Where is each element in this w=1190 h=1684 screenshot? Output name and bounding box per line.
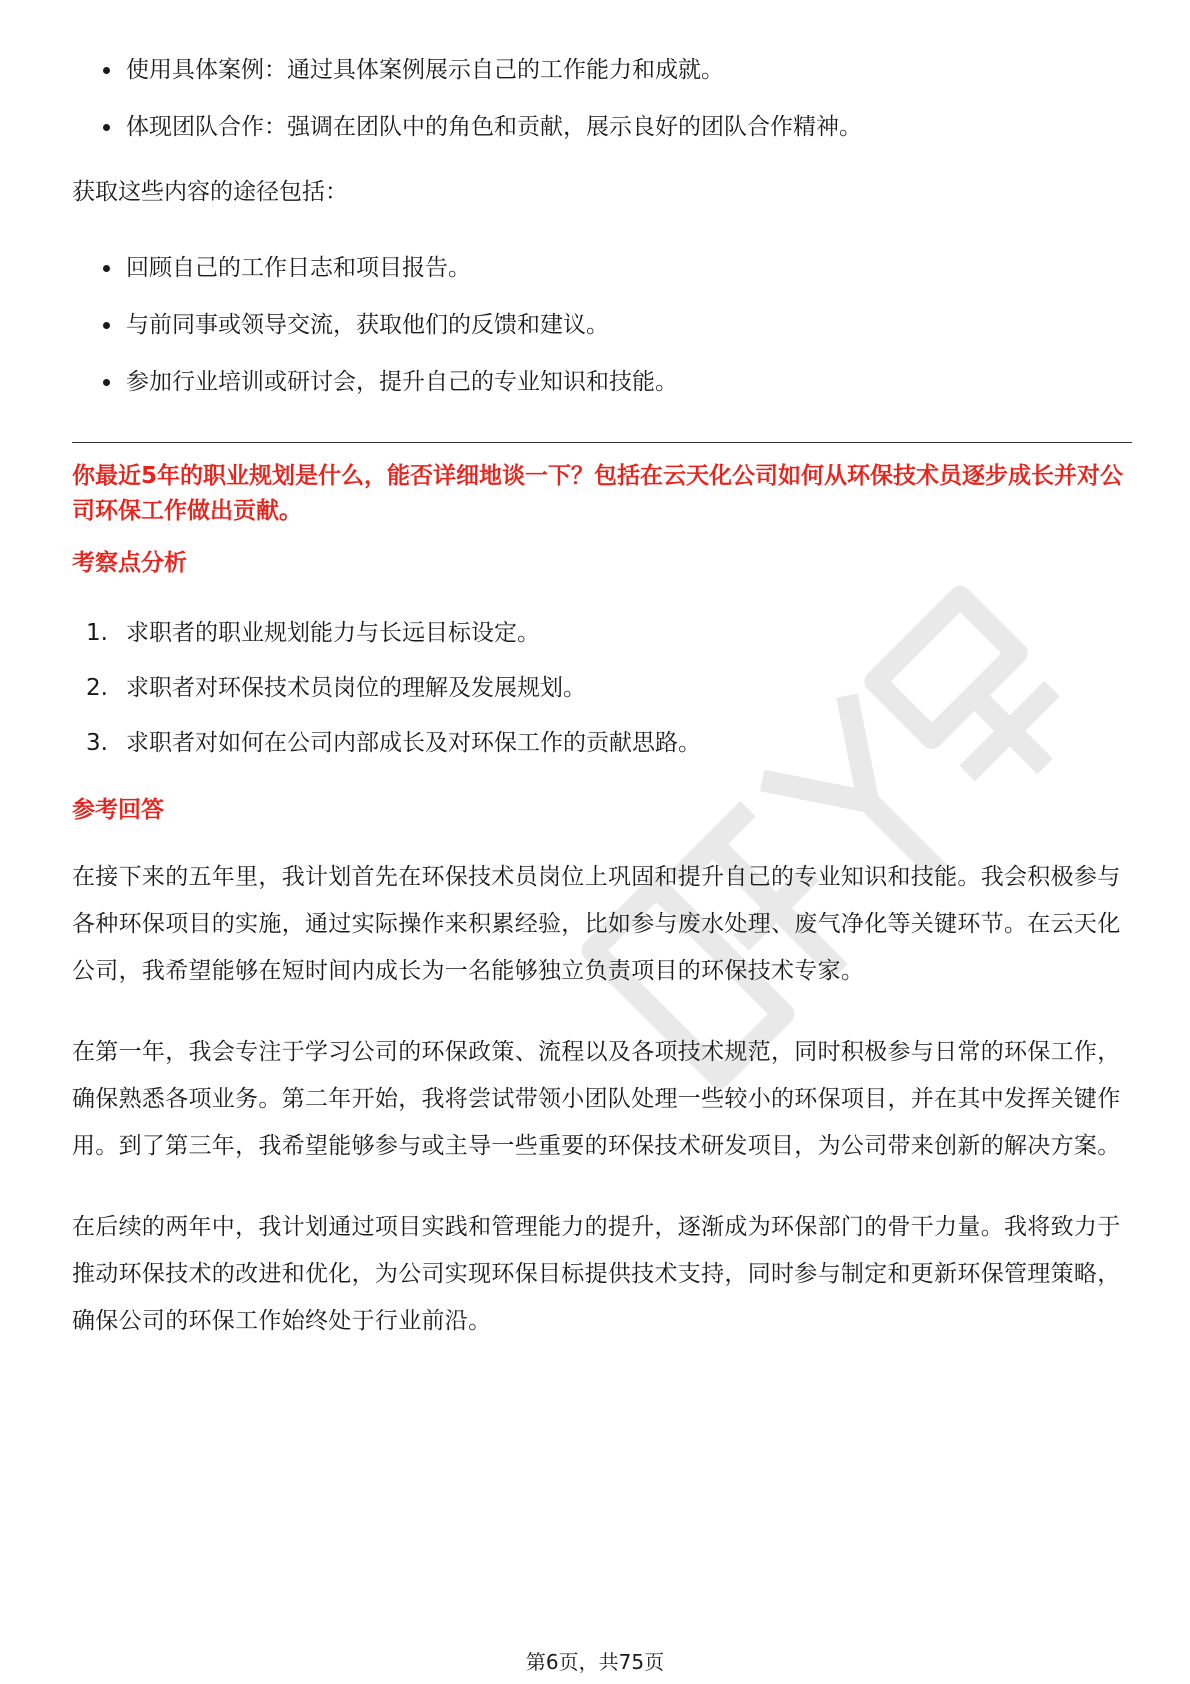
section-divider <box>72 442 1132 443</box>
answer-paragraph: 在接下来的五年里，我计划首先在环保技术员岗位上巩固和提升自己的专业知识和技能。我会积极参与各种环保项目的实施，通过实际操作来积累经验，比如参与废水处理、废气净化等关键环节。在云天化公司，我希望能够在短时间内成长为一名能够独立负责项目的环保技术专家。 <box>72 864 1121 984</box>
ways-bullet-list <box>72 252 1132 398</box>
list-number: 3. <box>86 730 108 756</box>
list-item <box>72 672 1132 704</box>
list-number: 1. <box>86 620 108 646</box>
list-text: 求职者的职业规划能力与长远目标设定。 <box>126 620 540 646</box>
page-content <box>72 48 1132 1345</box>
list-item: 使用具体案例：通过具体案例展示自己的工作能力和成就。 <box>72 54 1132 86</box>
list-text: 求职者对如何在公司内部成长及对环保工作的贡献思路。 <box>126 730 701 756</box>
list-item: 体现团队合作：强调在团队中的角色和贡献，展示良好的团队合作精神。 <box>72 111 1132 143</box>
list-item: 参加行业培训或研讨会，提升自己的专业知识和技能。 <box>72 366 1132 398</box>
analysis-list <box>72 617 1132 759</box>
ways-intro: 获取这些内容的途径包括： <box>72 179 348 205</box>
page-footer: 第6页，共75页 <box>525 1650 665 1674</box>
answer-body <box>72 854 1132 1345</box>
top-bullet-list <box>72 54 1132 143</box>
answer-paragraph: 在后续的两年中，我计划通过项目实践和管理能力的提升，逐渐成为环保部门的骨干力量。我将致力于推动环保技术的改进和优化，为公司实现环保目标提供技术支持，同时参与制定和更新环保管理策略，确保公司的环保工作始终处于行业前沿。 <box>72 1214 1121 1334</box>
list-number: 2. <box>86 675 108 701</box>
list-item <box>72 727 1132 759</box>
answer-paragraph: 在第一年，我会专注于学习公司的环保政策、流程以及各项技术规范，同时积极参与日常的环保工作，确保熟悉各项业务。第二年开始，我将尝试带领小团队处理一些较小的环保项目，并在其中发挥关键作用。到了第三年，我希望能够参与或主导一些重要的环保技术研发项目，为公司带来创新的解决方案。 <box>72 1039 1121 1159</box>
list-item: 回顾自己的工作日志和项目报告。 <box>72 252 1132 284</box>
question-heading: 你最近5年的职业规划是什么，能否详细地谈一下？包括在云天化公司如何从环保技术员逐步成长并对公司环保工作做出贡献。 <box>72 463 1124 524</box>
list-item <box>72 617 1132 649</box>
list-item: 与前同事或领导交流，获取他们的反馈和建议。 <box>72 309 1132 341</box>
list-text: 求职者对环保技术员岗位的理解及发展规划。 <box>126 675 586 701</box>
answer-heading: 参考回答 <box>72 797 164 823</box>
analysis-heading: 考察点分析 <box>72 550 187 576</box>
